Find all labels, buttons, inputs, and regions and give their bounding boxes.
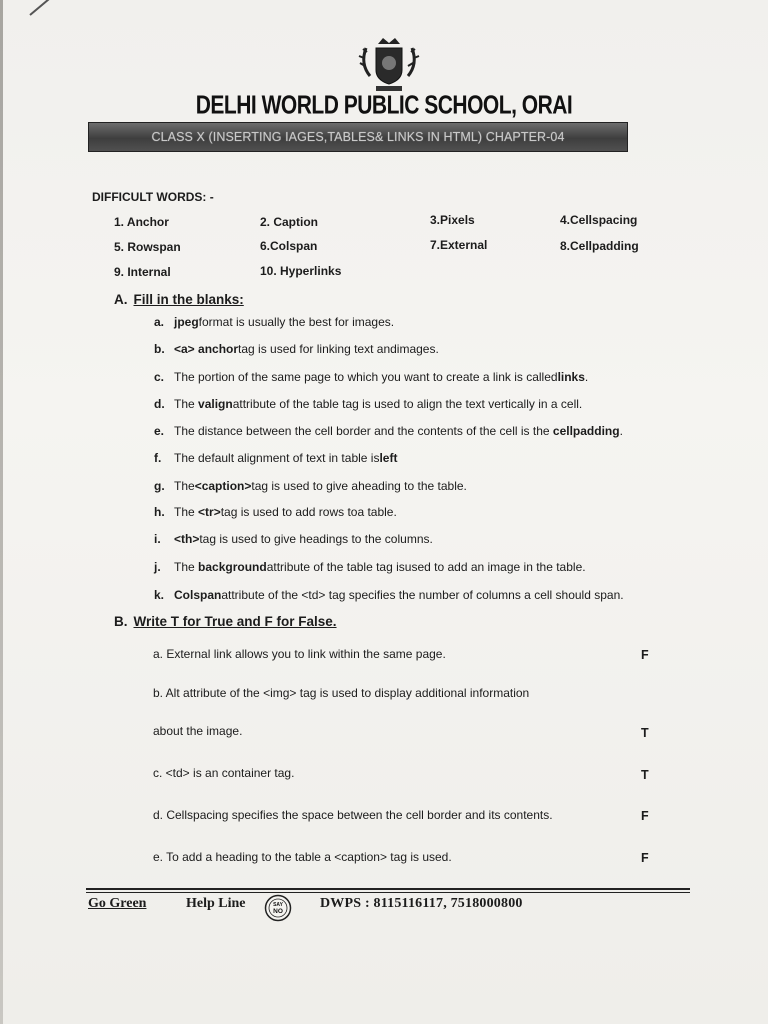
fill-item: f. The default alignment of text in table isleft: [154, 451, 398, 465]
section-a-heading: [114, 292, 244, 307]
contact-numbers: DWPS : 8115116117, 7518000800: [320, 896, 523, 911]
section-b-letter: B.: [114, 614, 128, 629]
help-line-label: Help Line: [186, 896, 246, 911]
page-edge: [0, 0, 3, 1024]
fill-item: a. jpegformat is usually the best for images.: [154, 315, 395, 329]
fill-item: i. <th>tag is used to give headings to the columns.: [154, 532, 433, 546]
tf-answer: T: [641, 768, 649, 782]
fill-item: b. <a> anchortag is used for linking text andimages.: [154, 342, 439, 356]
word-item: 9. Internal: [114, 265, 171, 279]
tf-question: d. Cellspacing specifies the space between the cell border and its contents.: [153, 808, 553, 822]
tf-question: b. Alt attribute of the <img> tag is used to display additional information: [153, 686, 530, 700]
tf-question: e. To add a heading to the table a <caption> tag is used.: [153, 850, 452, 864]
go-green-label: Go Green: [88, 896, 147, 911]
word-item: 7.External: [430, 238, 488, 252]
word-item: 2. Caption: [260, 215, 319, 229]
tf-answer: F: [641, 851, 649, 865]
fill-item: k. Colspanattribute of the <td> tag specifies the number of columns a cell should span.: [154, 588, 624, 602]
tf-question: c. <td> is an container tag.: [153, 766, 295, 780]
chapter-banner: [88, 122, 628, 152]
difficult-words-heading: DIFFICULT WORDS: -: [92, 190, 214, 204]
pen-mark: [29, 0, 52, 16]
fill-item: h. The <tr>tag is used to add rows toa table.: [154, 505, 397, 519]
word-item: 6.Colspan: [260, 239, 318, 253]
word-item: 10. Hyperlinks: [260, 264, 342, 278]
say-no-badge-icon: [264, 894, 292, 922]
svg-text:NO: NO: [273, 908, 283, 915]
footer-divider-thin: [86, 892, 690, 893]
fill-item: c. The portion of the same page to which you want to create a link is calledlinks.: [154, 370, 589, 384]
word-item: 1. Anchor: [114, 215, 169, 229]
word-item: 3.Pixels: [430, 213, 475, 227]
fill-item: e. The distance between the cell border and the contents of the cell is the cellpadding.: [154, 424, 623, 438]
school-crest-icon: [356, 36, 422, 96]
section-a-title: Fill in the blanks:: [133, 292, 244, 307]
tf-answer: F: [641, 648, 649, 662]
fill-item: j. The backgroundattribute of the table tag isused to add an image in the table.: [154, 560, 586, 574]
tf-answer: F: [641, 809, 649, 823]
section-b-heading: [114, 614, 337, 629]
banner-text: CLASS X (INSERTING IAGES,TABLES& LINKS IN HTML) CHAPTER-04: [151, 130, 565, 144]
section-a-letter: A.: [114, 292, 128, 307]
word-item: 5. Rowspan: [114, 240, 181, 254]
school-name: DELHI WORLD PUBLIC SCHOOL, ORAI: [195, 91, 573, 120]
tf-answer: T: [641, 726, 649, 740]
fill-item: d. The valignattribute of the table tag is used to align the text vertically in a cell.: [154, 397, 583, 411]
section-b-title: Write T for True and F for False.: [133, 614, 337, 629]
svg-text:SAY: SAY: [273, 902, 283, 908]
footer-divider: [86, 888, 690, 890]
tf-question: a. External link allows you to link within the same page.: [153, 647, 446, 661]
fill-item: g. The<caption>tag is used to give aheading to the table.: [154, 479, 467, 493]
word-item: 4.Cellspacing: [560, 213, 638, 227]
word-item: 8.Cellpadding: [560, 239, 639, 253]
tf-question: about the image.: [153, 724, 243, 738]
